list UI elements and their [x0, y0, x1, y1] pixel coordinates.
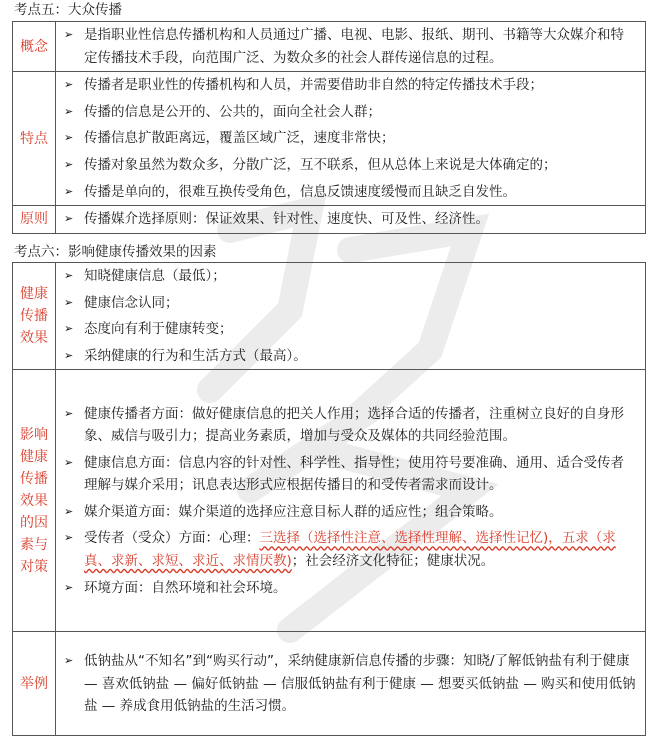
- list-item: ➢ 采纳健康的行为和生活方式（最高）。: [56, 343, 645, 370]
- table-row: [13, 632, 646, 736]
- row-label: 特点: [13, 72, 56, 206]
- arrow-bullet-icon: ➢: [64, 531, 74, 545]
- arrow-bullet-icon: ➢: [64, 504, 74, 518]
- arrow-bullet-icon: ➢: [64, 269, 74, 282]
- list-item: ➢ 低钠盐从“不知名”到“购买行动”，采纳健康新信息传播的步骤：知晓/了解低钠盐有利于健康 — 喜欢低钠盐 — 偏好低钠盐 — 信服低钠盐有利于健康 — 想要买低钠盐 — 购买和使用低钠盐 — 养成食用低钠盐的生活习惯。: [56, 648, 645, 720]
- list-item: ➢ 传播的信息是公开的、公共的，面向全社会人群；: [56, 99, 645, 126]
- row-label: 原则: [13, 206, 56, 234]
- list-item: ➢ 传播信息扩散距离远，覆盖区域广泛，速度非常快；: [56, 125, 645, 152]
- arrow-bullet-icon: ➢: [64, 157, 74, 171]
- arrow-bullet-icon: ➢: [64, 348, 74, 362]
- list-item: ➢ 健康信息方面：信息内容的针对性、科学性、指导性；使用符号要准确、通用、适合受传者理解与媒介采用；讯息表达形式应根据传播目的和受传者需求而设计。: [56, 450, 645, 499]
- arrow-bullet-icon: ➢: [64, 28, 74, 41]
- spellcheck-underlined-text: 三选择（选择性注意、选择性理解、选择性记忆)，五求（求真、求新、求短、求近、求情厌教): [84, 530, 616, 570]
- list-item: ➢ 传播对象虽然为数众多，分散广泛，互不联系，但从总体上来说是大体确定的；: [56, 152, 645, 179]
- table-row: [13, 263, 646, 370]
- row-label: 概念: [13, 22, 56, 72]
- section-heading-2: 考点六：影响健康传播效果的因素: [14, 244, 217, 260]
- list-item: ➢ 传播是单向的，很难互换传受角色，信息反馈速度缓慢而且缺乏自发性。: [56, 179, 645, 206]
- arrow-bullet-icon: ➢: [64, 406, 74, 420]
- list-item: ➢ 健康传播者方面：做好健康信息的把关人作用；选择合适的传播者，注重树立良好的自身形象、威信与吸引力；提高业务素质，增加与受众及媒体的共同经验范围。: [56, 401, 645, 450]
- list-item: ➢ 环境方面：自然环境和社会环境。: [56, 575, 645, 602]
- list-item: ➢ 是指职业性信息传播机构和人员通过广播、电视、电影、报纸、期刊、书籍等大众媒介和特定传播技术手段，向范围广泛、为数众多的社会人群传递信息的过程。: [56, 22, 645, 71]
- arrow-bullet-icon: ➢: [64, 212, 74, 226]
- list-item: ➢ 知晓健康信息（最低）；: [56, 263, 645, 290]
- arrow-bullet-icon: ➢: [64, 184, 74, 198]
- table-row: [13, 22, 646, 72]
- list-item: ➢ 传播媒介选择原则：保证效果、针对性、速度快、可及性、经济性。: [56, 206, 645, 233]
- row-label: 影响健康传播效果的因素与对策: [13, 370, 56, 632]
- arrow-bullet-icon: ➢: [64, 455, 74, 469]
- list-item: ➢ 健康信念认同；: [56, 290, 645, 317]
- arrow-bullet-icon: ➢: [64, 131, 74, 145]
- list-item: ➢ 媒介渠道方面：媒介渠道的选择应注意目标人群的适应性；组合策略。: [56, 499, 645, 526]
- arrow-bullet-icon: ➢: [64, 580, 74, 594]
- row-label: 举例: [13, 632, 56, 736]
- arrow-bullet-icon: ➢: [64, 295, 74, 309]
- table-row: [13, 72, 646, 206]
- table-section-1: [12, 21, 646, 234]
- section-heading-1: 考点五：大众传播: [14, 2, 122, 18]
- arrow-bullet-icon: ➢: [64, 322, 74, 336]
- table-row: [13, 370, 646, 632]
- arrow-bullet-icon: ➢: [64, 653, 74, 667]
- table-section-2: [12, 262, 646, 736]
- list-item: ➢ 态度向有利于健康转变；: [56, 316, 645, 343]
- row-label: 健康传播效果: [13, 263, 56, 370]
- table-row: [13, 206, 646, 234]
- arrow-bullet-icon: ➢: [64, 78, 74, 92]
- list-item: ➢ 传播者是职业性的传播机构和人员，并需要借助非自然的特定传播技术手段；: [56, 72, 645, 99]
- arrow-bullet-icon: ➢: [64, 104, 74, 118]
- list-item: ➢ 受传者（受众）方面：心理：三选择（选择性注意、选择性理解、选择性记忆)，五求（求真、求新、求短、求近、求情厌教)；社会经济文化特征；健康状况。: [56, 525, 645, 574]
